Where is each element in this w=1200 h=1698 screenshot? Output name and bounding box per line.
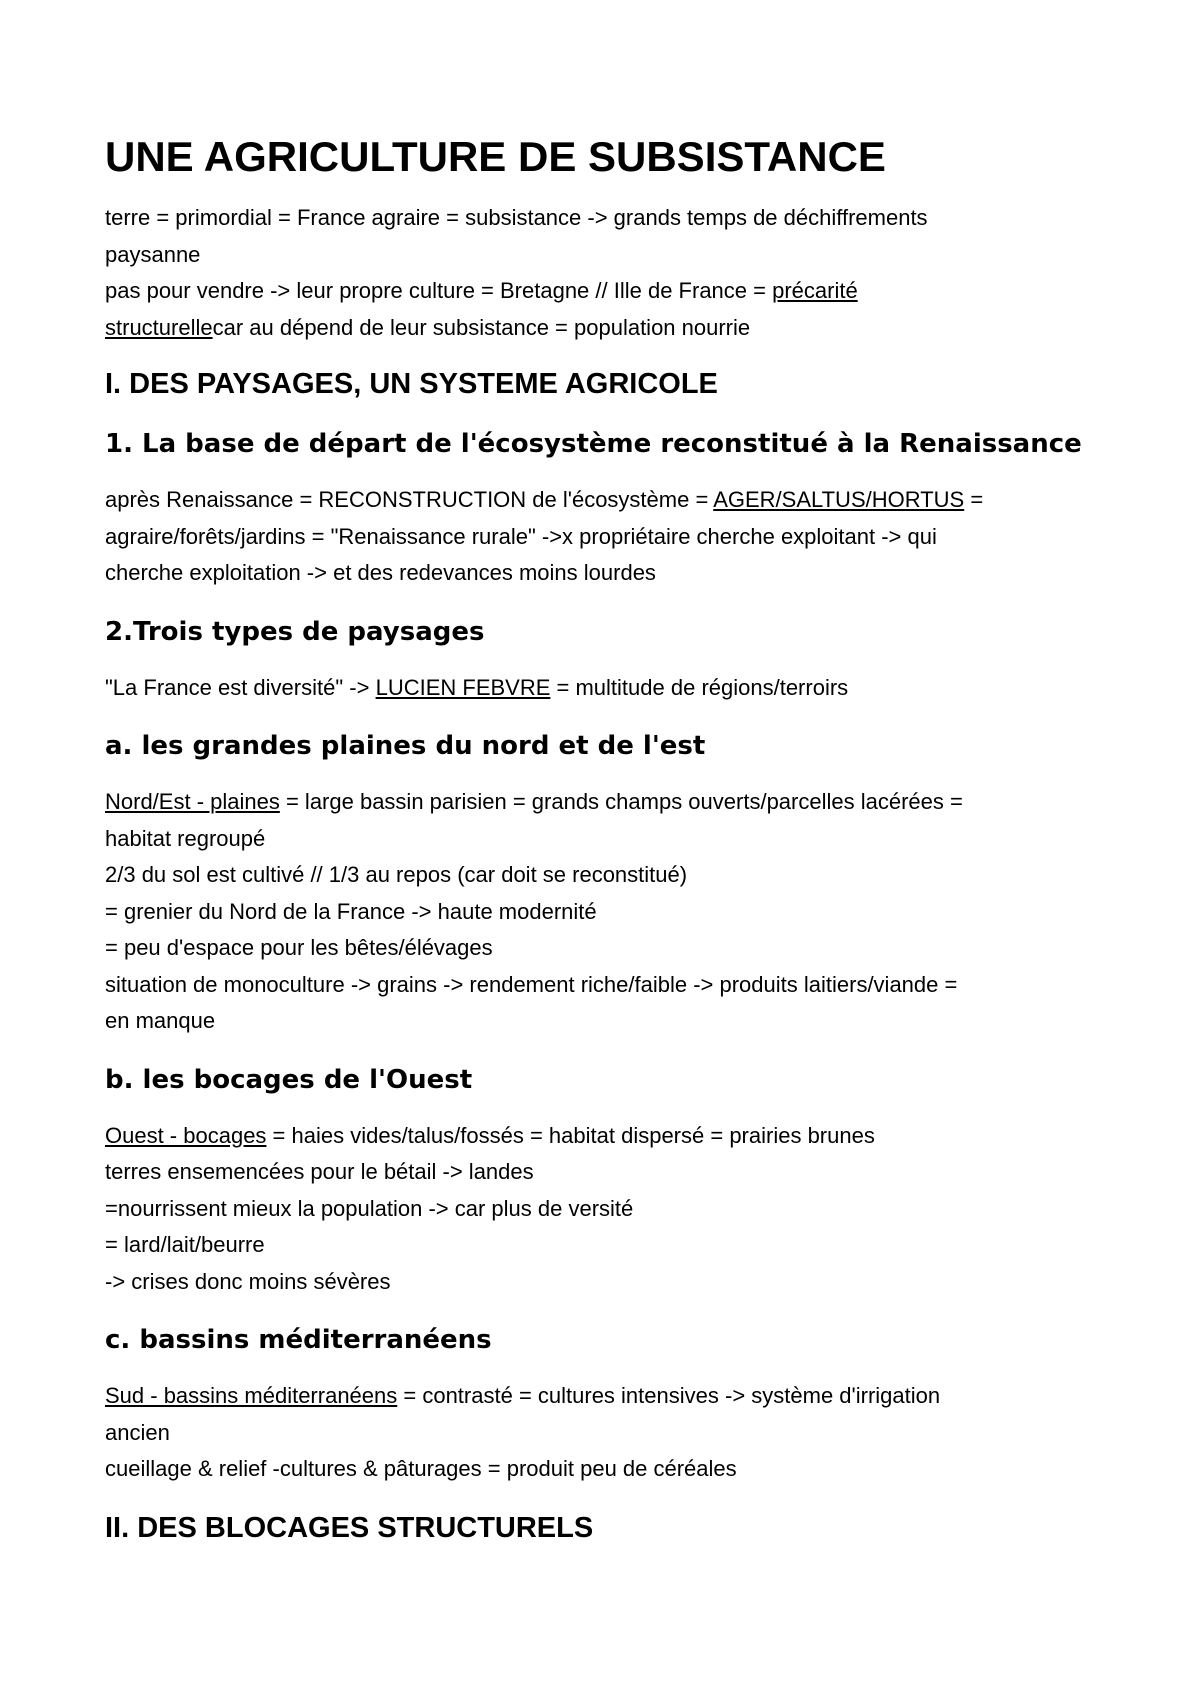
body-line: agraire/forêts/jardins = "Renaissance rurale" ->x propriétaire cherche exploitant -> qui [105, 523, 937, 549]
underlined-term: précarité [772, 278, 858, 303]
body-line [105, 1378, 1105, 1415]
underlined-term: AGER/SALTUS/HORTUS [713, 487, 965, 512]
intro-line [105, 310, 1105, 347]
subsection-heading: 2.Trois types de paysages [105, 616, 485, 647]
body-line: =nourrissent mieux la population -> car plus de versité [105, 1195, 634, 1221]
body-line: 2/3 du sol est cultivé // 1/3 au repos (car doit se reconstitué) [105, 862, 688, 887]
body-line: ancien [105, 1419, 170, 1445]
subsection-heading: a. les grandes plaines du nord et de l'est [105, 731, 706, 761]
body-line: cueillage & relief -cultures & pâturages = produit peu de céréales [105, 1456, 737, 1481]
body-line: = peu d'espace pour les bêtes/élévages [105, 935, 493, 960]
body-text: = contrasté = cultures intensives -> système d'irrigation [397, 1383, 941, 1408]
body-line: -> crises donc moins sévères [105, 1268, 391, 1294]
subsection-body [105, 670, 1105, 707]
body-line: habitat regroupé [105, 825, 266, 851]
body-line: en manque [105, 1008, 216, 1033]
intro-block [105, 200, 1105, 346]
body-text: = multitude de régions/terroirs [550, 674, 849, 700]
underlined-term: Nord/Est - plaines [105, 789, 280, 814]
underlined-term: Sud - bassins méditerranéens [105, 1383, 398, 1408]
intro-line: terre = primordial = France agraire = subsistance -> grands temps de déchiffrements [105, 205, 928, 230]
document-page [105, 128, 1105, 1548]
underlined-term: structurelle [105, 314, 213, 340]
body-line: = grenier du Nord de la France -> haute modernité [105, 898, 597, 924]
body-text: = large bassin parisien = grands champs ouverts/parcelles lacérées = [279, 789, 963, 814]
body-line: terres ensemencées pour le bétail -> landes [105, 1159, 534, 1184]
body-line: situation de monoculture -> grains -> rendement riche/faible -> produits laitiers/viande = [105, 971, 958, 997]
section-heading: II. DES BLOCAGES STRUCTURELS [105, 1511, 594, 1544]
intro-line: paysanne [105, 241, 201, 267]
intro-line [105, 273, 1105, 310]
body-line [105, 1118, 1105, 1155]
underlined-term: Ouest - bocages [105, 1122, 267, 1148]
body-line: = lard/lait/beurre [105, 1232, 265, 1257]
subsection-body [105, 784, 1105, 1040]
body-line [105, 784, 1105, 821]
body-text: = haies vides/talus/fossés = habitat dispersé = prairies brunes [266, 1122, 875, 1148]
subsection-heading: c. bassins méditerranéens [105, 1325, 492, 1355]
body-text: après Renaissance = RECONSTRUCTION de l'écosystème = [105, 487, 714, 512]
body-text: = [964, 487, 984, 512]
underlined-term: LUCIEN FEBVRE [375, 674, 551, 700]
body-line: cherche exploitation -> et des redevances moins lourdes [105, 560, 656, 585]
subsection-body [105, 1118, 1105, 1301]
subsection-heading: b. les bocages de l'Ouest [105, 1064, 473, 1095]
body-line [105, 482, 1105, 519]
subsection-body [105, 1378, 1105, 1488]
subsection-heading: 1. La base de départ de l'écosystème reconstitué à la Renaissance [105, 429, 1082, 459]
intro-text: car au dépend de leur subsistance = population nourrie [212, 314, 751, 340]
body-line [105, 670, 1105, 707]
document-title: UNE AGRICULTURE DE SUBSISTANCE [105, 133, 886, 180]
subsection-body [105, 482, 1105, 592]
intro-text: pas pour vendre -> leur propre culture = Bretagne // Ille de France = [105, 278, 773, 303]
section-heading: I. DES PAYSAGES, UN SYSTEME AGRICOLE [105, 368, 718, 400]
body-text: "La France est diversité" -> [105, 674, 376, 700]
